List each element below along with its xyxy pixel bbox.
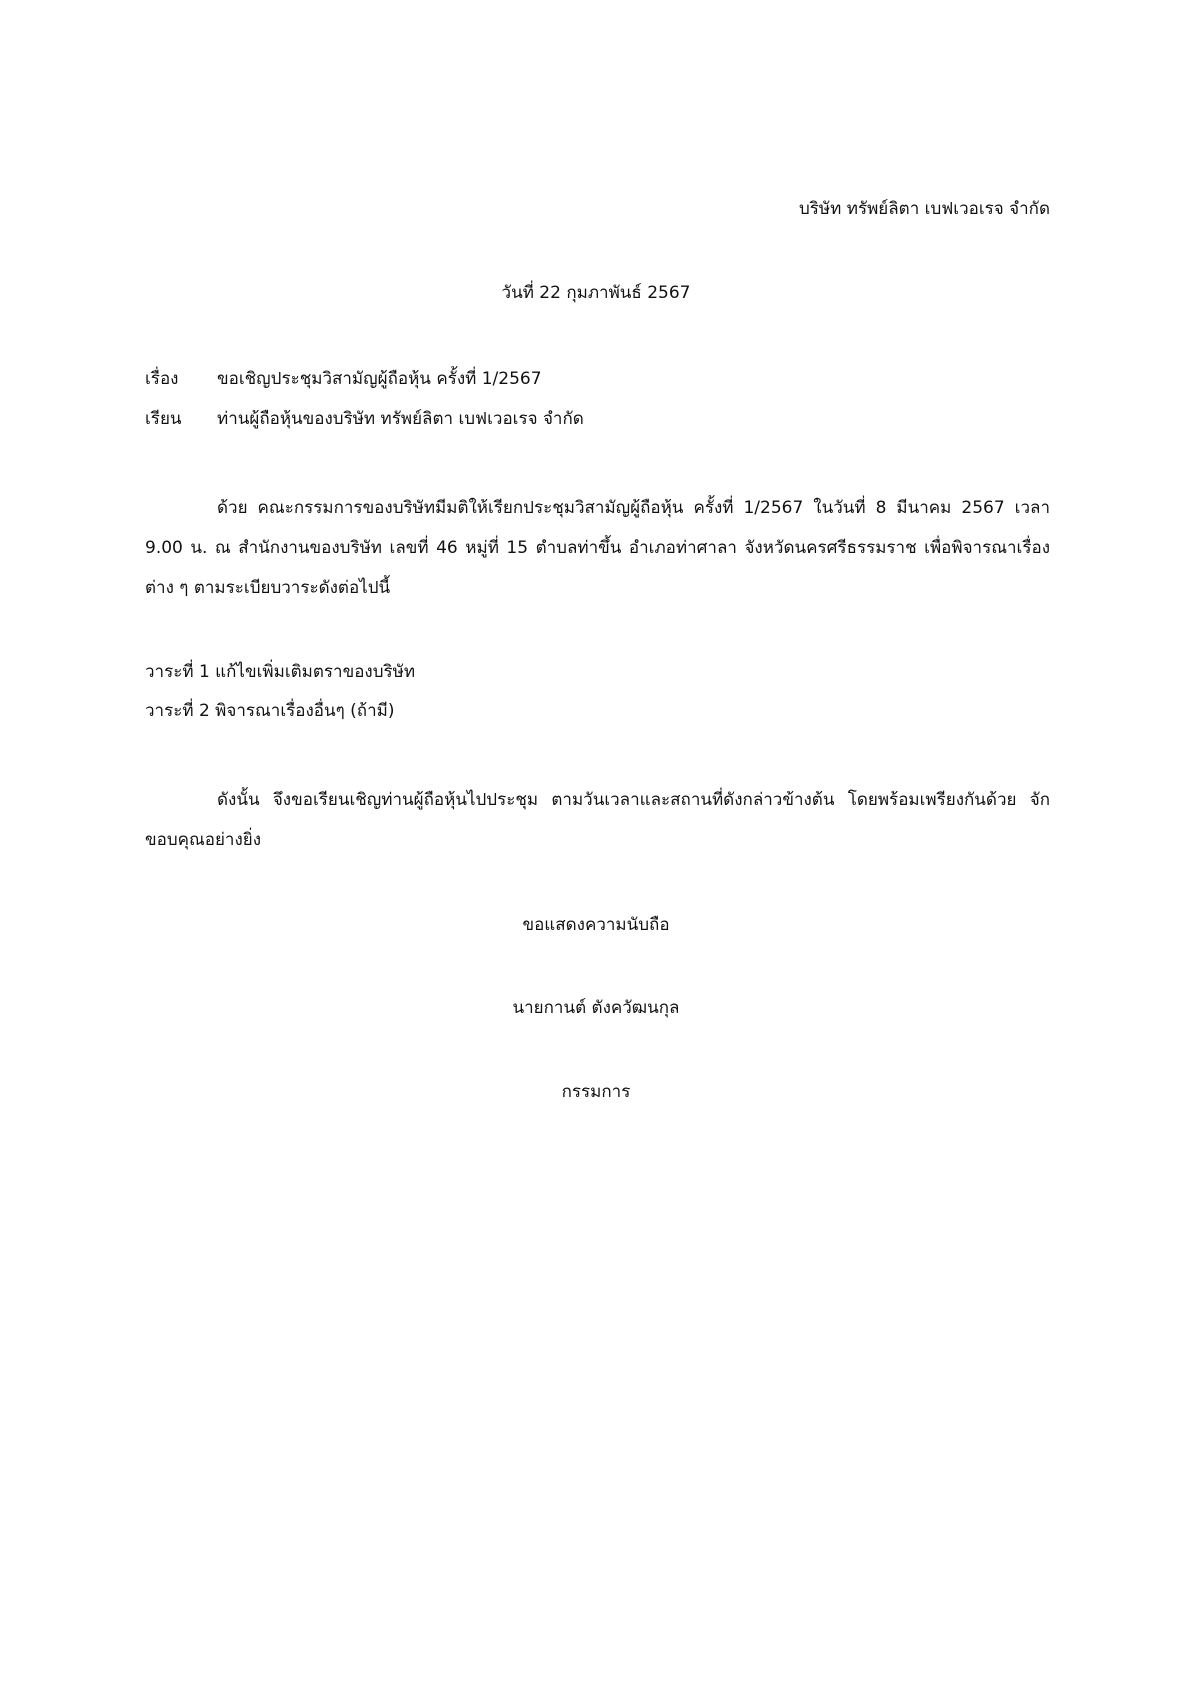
- agenda-item-2: วาระที่ 2 พิจารณาเรื่องอื่นๆ (ถ้ามี): [145, 701, 395, 721]
- recipient-label: เรียน: [145, 409, 182, 429]
- body-paragraph-2: ดังนั้น จึงขอเรียนเชิญท่านผู้ถือหุ้นไปประชุม ตามวันเวลาและสถานที่ดังกล่าวข้างต้น โดยพร้อมเพรียงกันด้วย จักขอบคุณอย่างยิ่ง: [145, 790, 1050, 850]
- signer-name: นายกานต์ ตังควัฒนกุล: [512, 998, 680, 1018]
- recipient-text: ท่านผู้ถือหุ้นของบริษัท ทรัพย์ลิตา เบฟเวอเรจ จำกัด: [217, 409, 584, 429]
- body-paragraph-1: ด้วย คณะกรรมการของบริษัทมีมติให้เรียกประชุมวิสามัญผู้ถือหุ้น ครั้งที่ 1/2567 ในวันที่ 8 มีนาคม 2567 เวลา 9.00 น. ณ สำนักงานของบริษัท เลขที่ 46 หมู่ที่ 15 ตำบลท่าขึ้น อำเภอท่าศาลา จังหวัดนครศรีธรรมราช เพื่อพิจารณาเรื่องต่าง ๆ ตามระเบียบวาระดังต่อไปนี้: [145, 498, 1050, 598]
- subject-text: ขอเชิญประชุมวิสามัญผู้ถือหุ้น ครั้งที่ 1/2567: [217, 369, 542, 389]
- recipient-row: [145, 407, 584, 431]
- company-name: บริษัท ทรัพย์ลิตา เบฟเวอเรจ จำกัด: [799, 199, 1050, 219]
- letter-date: วันที่ 22 กุมภาพันธ์ 2567: [501, 283, 691, 303]
- agenda-item-1: วาระที่ 1 แก้ไขเพิ่มเติมตราของบริษัท: [145, 662, 416, 682]
- closing-salutation: ขอแสดงความนับถือ: [522, 915, 670, 935]
- subject-label: เรื่อง: [145, 369, 179, 389]
- signer-position: กรรมการ: [561, 1082, 631, 1102]
- subject-row: [145, 367, 542, 391]
